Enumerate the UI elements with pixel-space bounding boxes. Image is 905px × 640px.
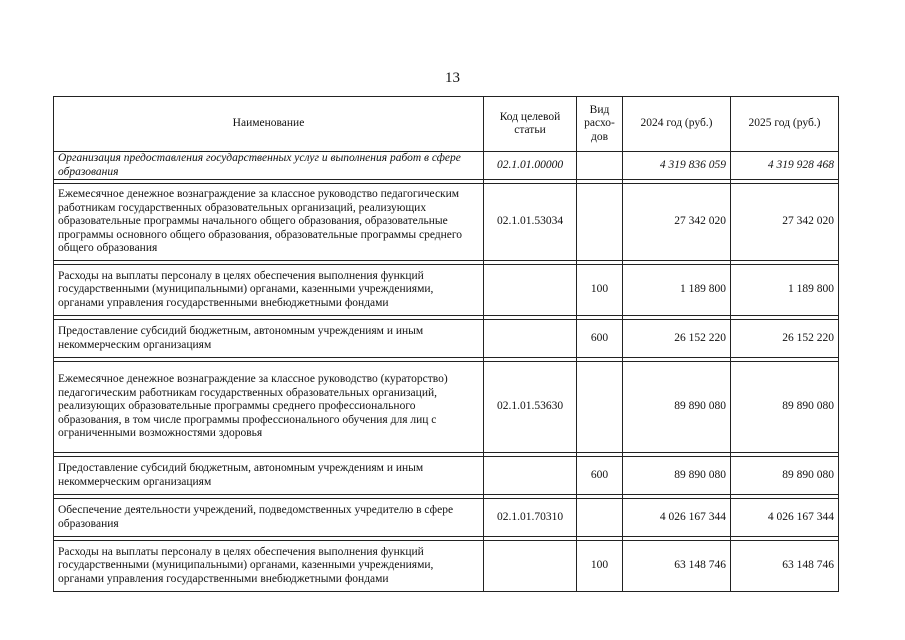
name-cell: Обеспечение деятельности учреждений, подведомственных учредителю в сфере образования: [54, 499, 484, 537]
type-cell: 100: [577, 265, 623, 316]
header-2024: 2024 год (руб.): [623, 97, 731, 152]
code-cell: [484, 541, 577, 592]
amount-2025-cell: 89 890 080: [731, 362, 839, 453]
amount-2024-cell: 4 319 836 059: [623, 152, 731, 180]
code-cell: 02.1.01.53630: [484, 362, 577, 453]
table-row: [54, 320, 839, 358]
type-cell: [577, 184, 623, 261]
name-cell: Расходы на выплаты персоналу в целях обеспечения выполнения функций государственными (муниципальными) органами, казенными учреждениями, органами управления государственными внебюджетными фондами: [54, 265, 484, 316]
amount-2024-cell: 26 152 220: [623, 320, 731, 358]
amount-2025-cell: 27 342 020: [731, 184, 839, 261]
table-row: [54, 499, 839, 537]
amount-2025-cell: 4 026 167 344: [731, 499, 839, 537]
name-cell: Предоставление субсидий бюджетным, автономным учреждениям и иным некоммерческим организациям: [54, 457, 484, 495]
header-2025: 2025 год (руб.): [731, 97, 839, 152]
amount-2024-cell: 27 342 020: [623, 184, 731, 261]
table-row: [54, 184, 839, 261]
type-cell: [577, 499, 623, 537]
amount-2025-cell: 89 890 080: [731, 457, 839, 495]
code-cell: [484, 320, 577, 358]
amount-2025-cell: 63 148 746: [731, 541, 839, 592]
amount-2025-cell: 4 319 928 468: [731, 152, 839, 180]
name-cell: Ежемесячное денежное вознаграждение за классное руководство (кураторство) педагогическим работникам государственных образовательных организаций, реализующих образовательные программы среднего профессионального образования, в том числе программы профессионального обучения для лиц с ограниченными возможностями здоровья: [54, 362, 484, 453]
code-cell: [484, 265, 577, 316]
amount-2024-cell: 4 026 167 344: [623, 499, 731, 537]
type-cell: [577, 362, 623, 453]
name-cell: Расходы на выплаты персоналу в целях обеспечения выполнения функций государственными (муниципальными) органами, казенными учреждениями, органами управления государственными внебюджетными фондами: [54, 541, 484, 592]
header-code: Код целевой статьи: [484, 97, 577, 152]
type-cell: [577, 152, 623, 180]
type-cell: 600: [577, 320, 623, 358]
table-row: [54, 265, 839, 316]
code-cell: [484, 457, 577, 495]
table-row: [54, 362, 839, 453]
type-cell: 100: [577, 541, 623, 592]
table-row: [54, 152, 839, 180]
name-cell: Предоставление субсидий бюджетным, автономным учреждениям и иным некоммерческим организациям: [54, 320, 484, 358]
table-row: [54, 457, 839, 495]
amount-2024-cell: 63 148 746: [623, 541, 731, 592]
table-row: [54, 541, 839, 592]
code-cell: 02.1.01.53034: [484, 184, 577, 261]
amount-2025-cell: 1 189 800: [731, 265, 839, 316]
table-header-row: [54, 97, 839, 152]
amount-2025-cell: 26 152 220: [731, 320, 839, 358]
amount-2024-cell: 89 890 080: [623, 457, 731, 495]
name-cell: Ежемесячное денежное вознаграждение за классное руководство педагогическим работникам государственных образовательных организаций, реализующих образовательные программы начального общего образования, образовательные программы основного общего образования, образовательные программы среднего общего образования: [54, 184, 484, 261]
page-number: 13: [445, 70, 460, 86]
name-cell: Организация предоставления государственных услуг и выполнения работ в сфере образования: [54, 152, 484, 180]
amount-2024-cell: 1 189 800: [623, 265, 731, 316]
code-cell: 02.1.01.00000: [484, 152, 577, 180]
type-cell: 600: [577, 457, 623, 495]
header-type: Вид расхо-дов: [577, 97, 623, 152]
amount-2024-cell: 89 890 080: [623, 362, 731, 453]
budget-table: [53, 96, 839, 592]
header-name: Наименование: [54, 97, 484, 152]
table-body: [54, 152, 839, 592]
code-cell: 02.1.01.70310: [484, 499, 577, 537]
